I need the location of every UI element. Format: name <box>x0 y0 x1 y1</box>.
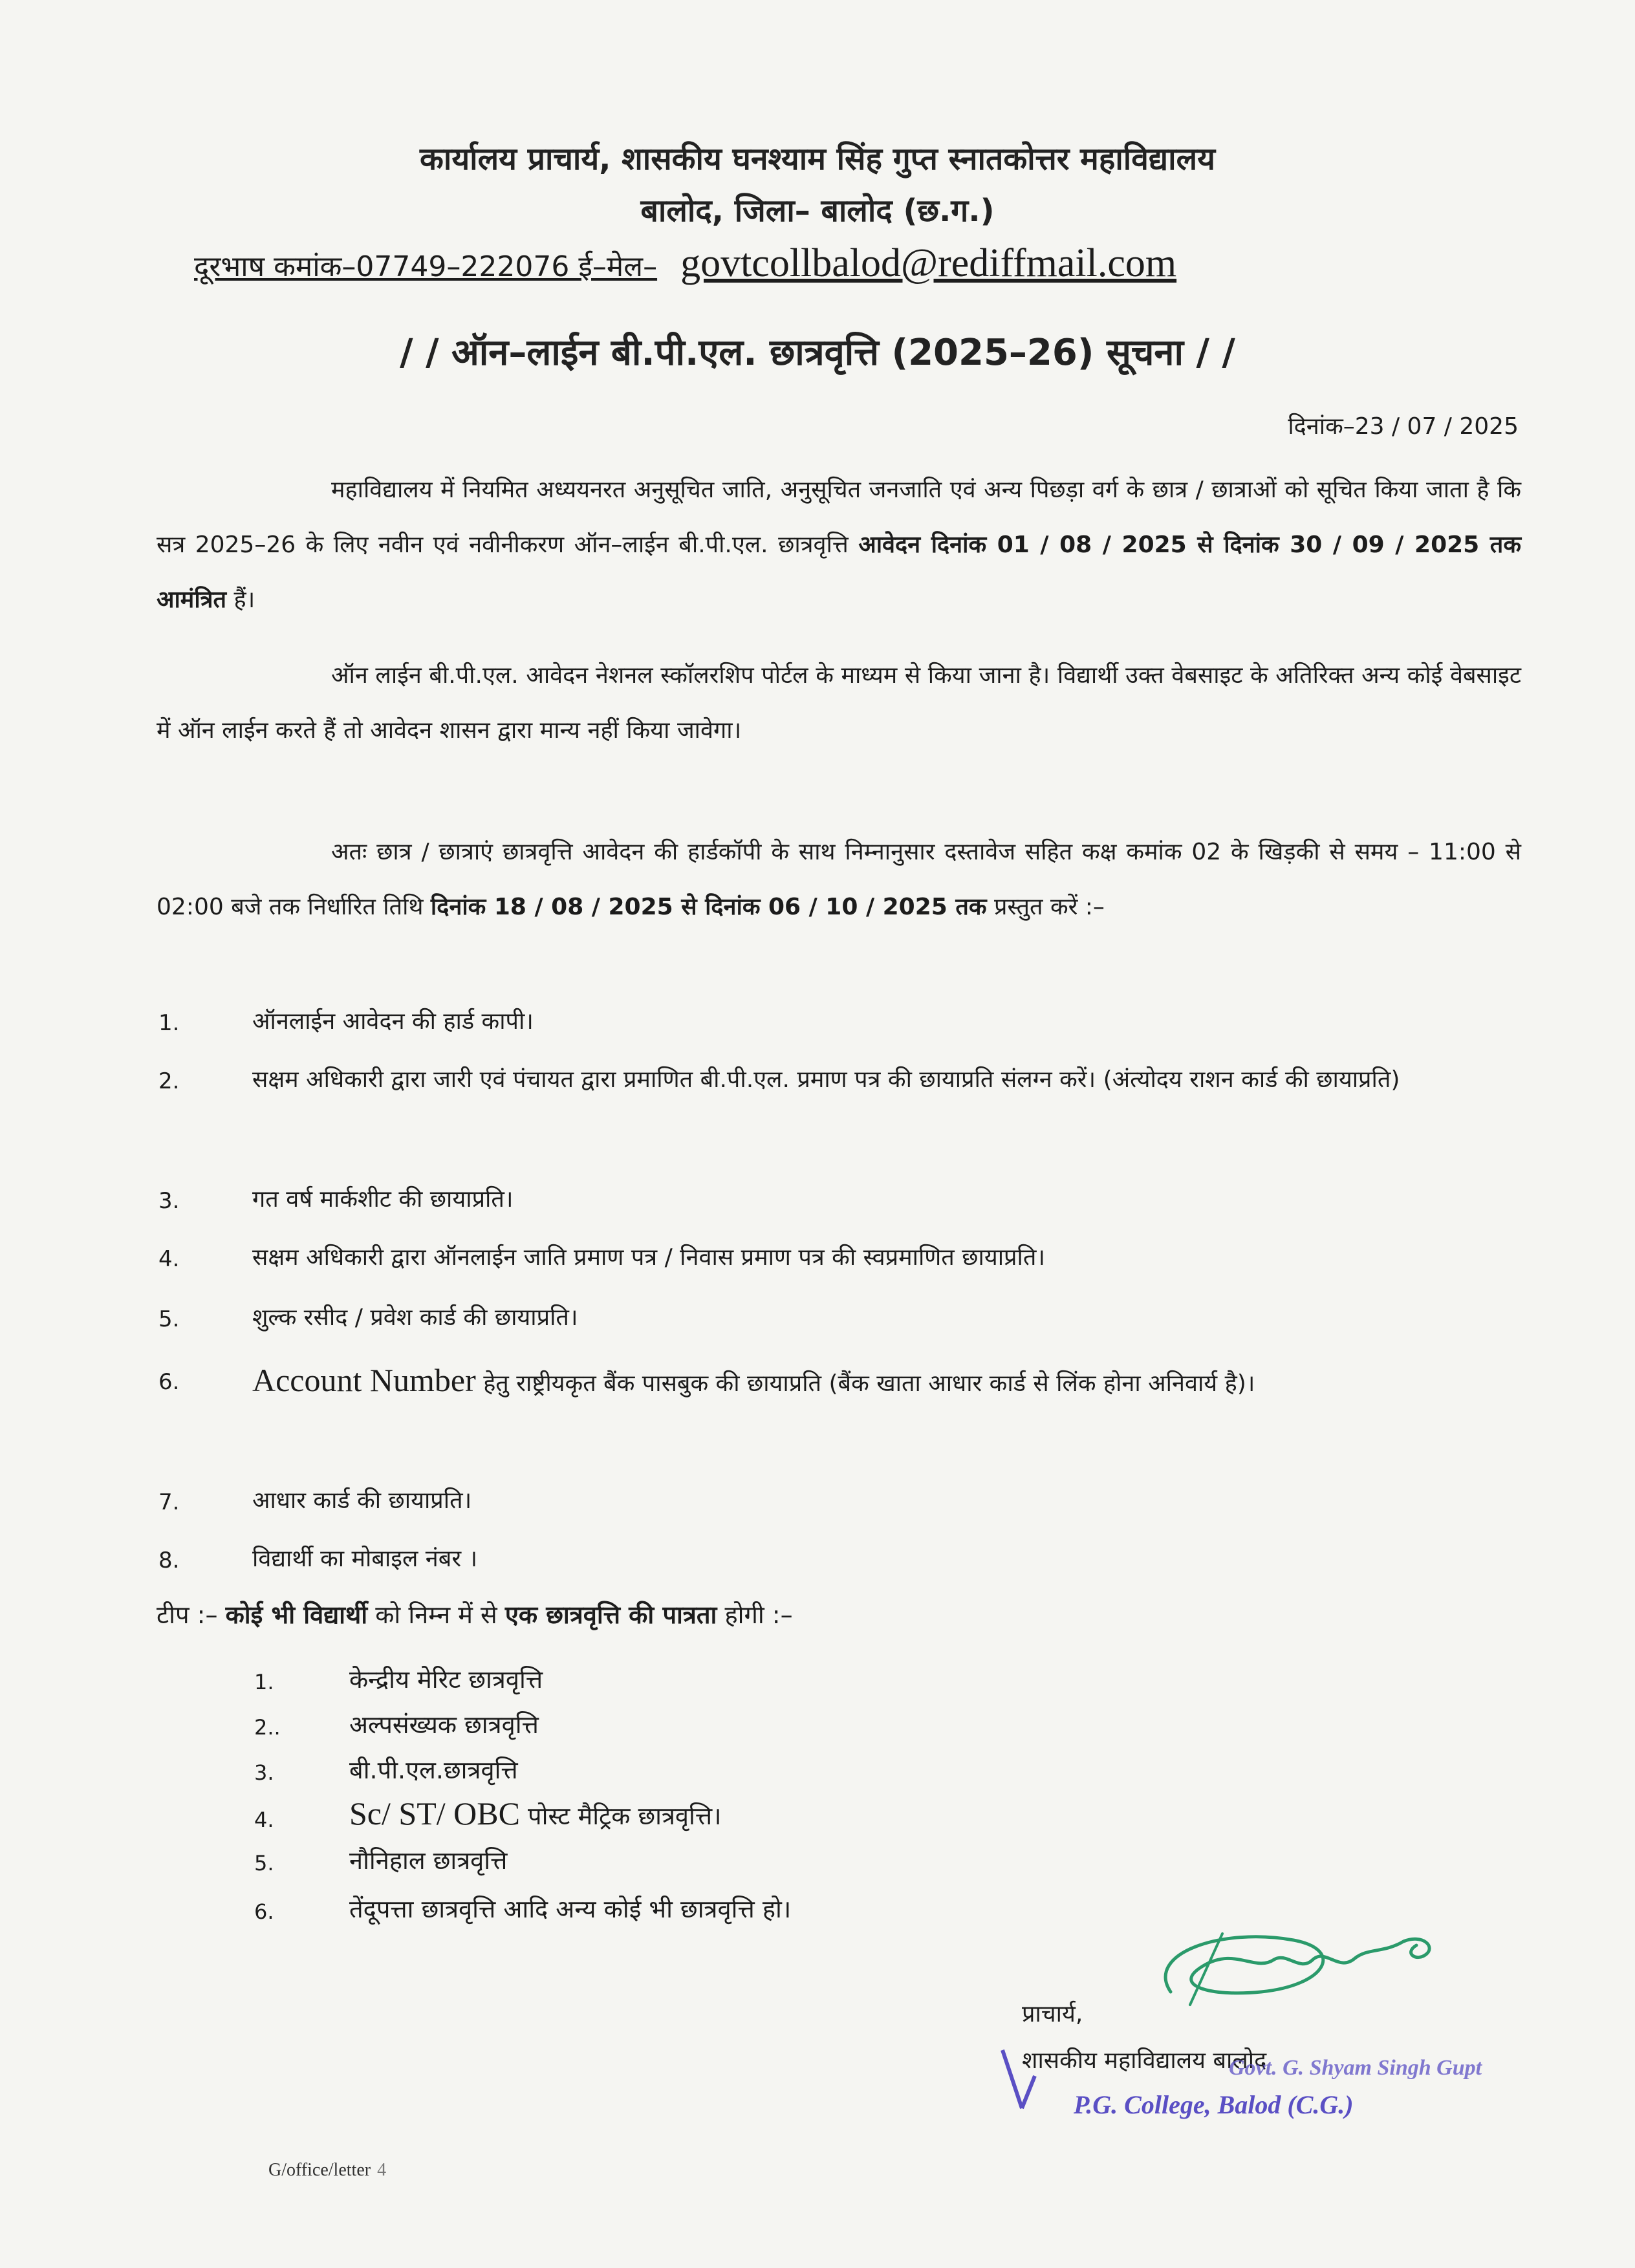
office-address: बालोद, जिला– बालोद (छ.ग.) <box>640 193 995 229</box>
doc-item-prefix: Account Number <box>252 1362 476 1398</box>
para1-end: हैं। <box>233 587 255 613</box>
principal-office: शासकीय महाविद्यालय बालोद <box>1022 2047 1267 2074</box>
paragraph-2 <box>157 648 1521 758</box>
tip-label: टीप :– <box>157 1601 218 1629</box>
paragraph-3 <box>157 825 1521 934</box>
scholarship-number: 4. <box>254 1808 274 1832</box>
doc-item: आधार कार्ड की छायाप्रति। <box>252 1487 472 1514</box>
tip-bold-2: एक छात्रवृत्ति की पात्रता <box>504 1601 717 1629</box>
scholarship-item: अल्पसंख्यक छात्रवृत्ति <box>349 1711 539 1739</box>
notice-date: दिनांक–23 / 07 / 2025 <box>1288 413 1519 440</box>
para2-text: ऑन लाईन बी.पी.एल. आवेदन नेशनल स्कॉलरशिप पोर्टल के माध्यम से किया जाना है। विद्यार्थी उक्त वेबसाइट के अतिरिक्त अन्य कोई वेबसाइट में ऑन लाईन करते हैं तो आवेदन शासन द्वारा मान्य नहीं किया जावेगा। <box>157 662 1521 744</box>
doc-item: गत वर्ष मार्कशीट की छायाप्रति। <box>252 1186 514 1213</box>
doc-number: 3. <box>158 1188 180 1214</box>
college-stamp <box>996 2037 1482 2128</box>
doc-item <box>252 1353 1521 1411</box>
doc-number: 1. <box>158 1010 180 1036</box>
scholarship-item: बी.पी.एल.छात्रवृत्ति <box>349 1756 518 1784</box>
para1-bold: आवेदन दिनांक 01 / 08 / 2025 से दिनांक 30 / 09 / 2025 तक आमंत्रित <box>157 532 1521 613</box>
principal-designation: प्राचार्य, <box>1022 2001 1083 2027</box>
scholarship-item <box>349 1795 722 1832</box>
tip-mid: को निम्न में से <box>375 1601 497 1629</box>
doc-item: शुल्क रसीद / प्रवेश कार्ड की छायाप्रति। <box>252 1304 578 1331</box>
stamp-mark <box>1002 2050 1035 2108</box>
tip-bold-1: कोई भी विद्यार्थी <box>225 1601 368 1629</box>
footer-reference <box>268 2160 386 2181</box>
doc-number: 2. <box>158 1068 180 1094</box>
scholarship-number: 1. <box>254 1670 274 1694</box>
doc-item-text: हेतु राष्ट्रीयकृत बैंक पासबुक की छायाप्रति (बैंक खाता आधार कार्ड से लिंक होना अनिवार्य है)। <box>483 1370 1255 1397</box>
scholarship-prefix: Sc/ ST/ OBC <box>349 1795 520 1831</box>
page-number: 4 <box>377 2160 387 2180</box>
footer-ref-text: G/office/letter <box>268 2160 371 2180</box>
doc-item: विद्यार्थी का मोबाइल नंबर । <box>252 1546 478 1572</box>
para3-bold: दिनांक 18 / 08 / 2025 से दिनांक 06 / 10 / 2025 तक <box>430 894 987 920</box>
scholarship-number: 6. <box>254 1899 274 1924</box>
scholarship-text: पोस्ट मैट्रिक छात्रवृत्ति। <box>528 1802 722 1830</box>
doc-item: सक्षम अधिकारी द्वारा जारी एवं पंचायत द्वारा प्रमाणित बी.पी.एल. प्रमाण पत्र की छायाप्रति संलग्न करें। (अंत्योदय राशन कार्ड की छायाप्रति) <box>252 1066 1400 1093</box>
doc-number: 4. <box>158 1246 180 1272</box>
signature-stroke <box>1165 1937 1429 1993</box>
scholarship-item: नौनिहाल छात्रवृत्ति <box>349 1846 508 1875</box>
doc-number: 6. <box>158 1369 180 1395</box>
scholarship-number: 5. <box>254 1851 274 1875</box>
contact-line <box>194 241 1176 286</box>
scholarship-number: 3. <box>254 1760 274 1785</box>
doc-item: ऑनलाईन आवेदन की हार्ड कापी। <box>252 1008 534 1035</box>
scholarship-number: 2.. <box>254 1715 281 1740</box>
stamp-line-2: P.G. College, Balod (C.G.) <box>1074 2090 1354 2119</box>
office-heading: कार्यालय प्राचार्य, शासकीय घनश्याम सिंह गुप्त स्नातकोत्तर महाविद्यालय <box>420 141 1215 177</box>
doc-number: 7. <box>158 1489 180 1515</box>
doc-number: 8. <box>158 1548 180 1573</box>
doc-item: सक्षम अधिकारी द्वारा ऑनलाईन जाति प्रमाण पत्र / निवास प्रमाण पत्र की स्वप्रमाणित छायाप्रति। <box>252 1244 1045 1271</box>
phone-label: दूरभाष कमांक–07749–222076 ई–मेल– <box>194 250 658 283</box>
stamp-line-1: Govt. G. Shyam Singh Gupt <box>1229 2056 1482 2080</box>
doc-number: 5. <box>158 1306 180 1332</box>
tip-end: होगी :– <box>724 1601 793 1629</box>
handwritten-signature <box>1132 1914 1455 2024</box>
para3-end: प्रस्तुत करें :– <box>993 894 1105 920</box>
notice-title: / / ऑन–लाईन बी.पी.एल. छात्रवृत्ति (2025–26) सूचना / / <box>400 332 1235 374</box>
tip-line <box>157 1597 793 1631</box>
para1-text: महाविद्यालय में नियमित अध्ययनरत अनुसूचित जाति, अनुसूचित जनजाति एवं अन्य पिछड़ा वर्ग के छात्र / छात्राओं को सूचित किया जाता है कि सत्र 2025–26 के लिए नवीन एवं नवीनीकरण ऑन–लाईन बी.पी.एल. छात्रवृत्ति <box>157 477 1521 558</box>
para3-text: अतः छात्र / छात्राएं छात्रवृत्ति आवेदन की हार्डकॉपी के साथ निम्नानुसार दस्तावेज सहित कक्ष कमांक 02 के खिड़की से समय – 11:00 से 02:00 बजे तक निर्धारित तिथि <box>157 839 1521 920</box>
scholarship-item: केन्द्रीय मेरिट छात्रवृत्ति <box>349 1665 543 1694</box>
paragraph-1 <box>157 462 1521 627</box>
email-address[interactable]: govtcollbalod@rediffmail.com <box>680 241 1177 285</box>
scholarship-item: तेंदूपत्ता छात्रवृत्ति आदि अन्य कोई भी छात्रवृत्ति हो। <box>349 1895 792 1923</box>
